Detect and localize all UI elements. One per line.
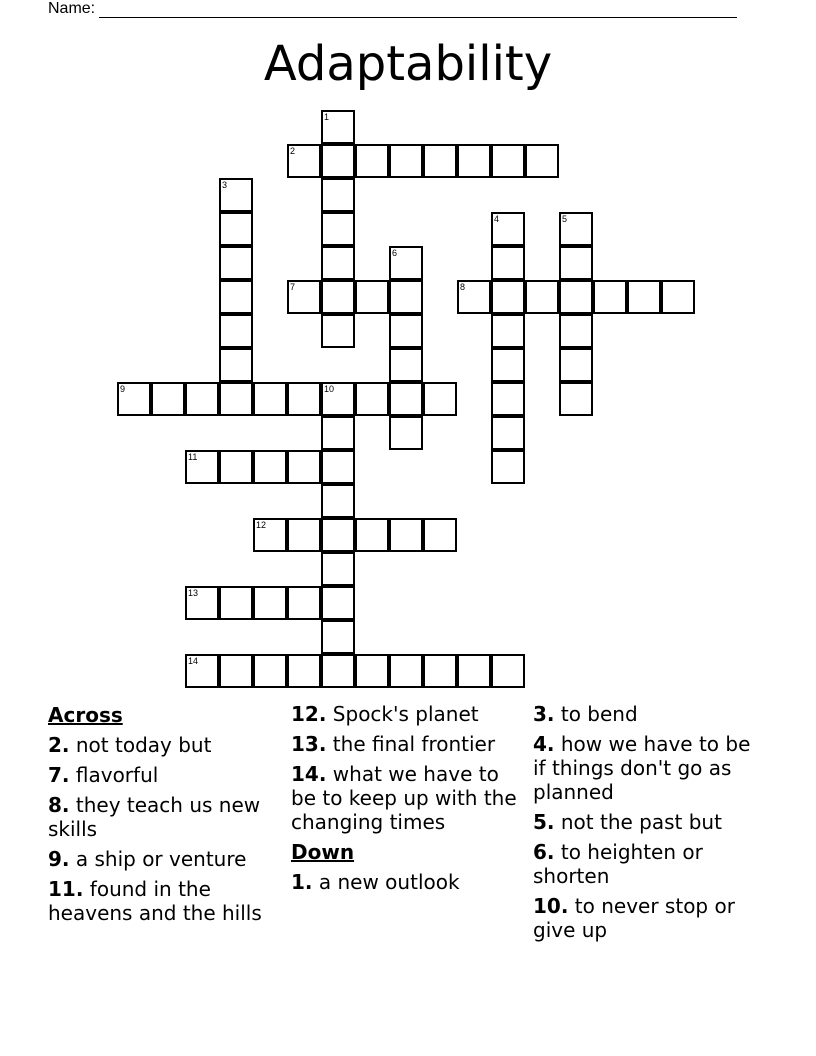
grid-cell[interactable]: [355, 654, 389, 688]
grid-cell[interactable]: [287, 382, 321, 416]
grid-cell[interactable]: [287, 586, 321, 620]
grid-cell[interactable]: [321, 144, 355, 178]
grid-cell[interactable]: [559, 280, 593, 314]
grid-cell[interactable]: [253, 450, 287, 484]
grid-cell[interactable]: [491, 246, 525, 280]
grid-cell[interactable]: [389, 518, 423, 552]
across-heading: Across: [48, 703, 123, 727]
cell-number: 6: [392, 248, 398, 258]
grid-cell[interactable]: [321, 586, 355, 620]
clue-across-9: 9. a ship or venture: [48, 847, 247, 871]
grid-cell[interactable]: [491, 348, 525, 382]
clue-down-4: 4. how we have to be if things don't go as planned: [533, 732, 751, 804]
grid-cell[interactable]: [389, 654, 423, 688]
grid-cell[interactable]: [423, 654, 457, 688]
grid-cell[interactable]: [389, 314, 423, 348]
grid-cell[interactable]: [287, 654, 321, 688]
grid-cell[interactable]: [219, 246, 253, 280]
grid-cell[interactable]: [457, 144, 491, 178]
grid-cell[interactable]: [185, 382, 219, 416]
grid-cell[interactable]: [219, 586, 253, 620]
cell-number: 9: [120, 384, 126, 394]
grid-cell[interactable]: [559, 212, 593, 246]
grid-cell[interactable]: [253, 586, 287, 620]
grid-cell[interactable]: [287, 144, 321, 178]
grid-cell[interactable]: [355, 382, 389, 416]
grid-cell[interactable]: [321, 212, 355, 246]
cell-number: 2: [290, 146, 296, 156]
grid-cell[interactable]: [389, 348, 423, 382]
grid-cell[interactable]: [491, 314, 525, 348]
grid-cell[interactable]: [525, 144, 559, 178]
grid-cell[interactable]: [219, 314, 253, 348]
grid-cell[interactable]: [661, 280, 695, 314]
grid-cell[interactable]: [491, 416, 525, 450]
grid-cell[interactable]: [355, 280, 389, 314]
grid-cell[interactable]: [559, 382, 593, 416]
cell-number: 3: [222, 180, 228, 190]
grid-cell[interactable]: [559, 314, 593, 348]
down-heading: Down: [291, 840, 355, 864]
grid-cell[interactable]: [389, 280, 423, 314]
grid-cell[interactable]: [491, 382, 525, 416]
clue-across-7: 7. flavorful: [48, 763, 159, 787]
grid-cell[interactable]: [219, 178, 253, 212]
grid-cell[interactable]: [593, 280, 627, 314]
grid-cell[interactable]: [627, 280, 661, 314]
grid-cell[interactable]: [321, 110, 355, 144]
clue-across-8: 8. they teach us new skills: [48, 793, 261, 841]
cell-number: 8: [460, 282, 466, 292]
grid-cell[interactable]: [321, 280, 355, 314]
grid-cell[interactable]: [491, 654, 525, 688]
grid-cell[interactable]: [253, 518, 287, 552]
grid-cell[interactable]: [389, 246, 423, 280]
clue-column-1: [48, 702, 284, 931]
clue-down-5: 5. not the past but: [533, 810, 722, 834]
clue-column-3: [533, 702, 769, 948]
cell-number: 5: [562, 214, 568, 224]
grid-cell[interactable]: [117, 382, 151, 416]
grid-cell[interactable]: [219, 382, 253, 416]
grid-cell[interactable]: [321, 246, 355, 280]
clue-across-2: 2. not today but: [48, 733, 212, 757]
grid-cell[interactable]: [355, 518, 389, 552]
grid-cell[interactable]: [491, 144, 525, 178]
clue-across-11: 11. found in the heavens and the hills: [48, 877, 262, 925]
grid-cell[interactable]: [321, 416, 355, 450]
cell-number: 11: [188, 452, 198, 462]
grid-cell[interactable]: [423, 144, 457, 178]
clue-across-12: 12. Spock's planet: [291, 702, 479, 726]
grid-cell[interactable]: [151, 382, 185, 416]
grid-cell[interactable]: [423, 518, 457, 552]
clue-down-1: 1. a new outlook: [291, 870, 460, 894]
grid-cell[interactable]: [321, 620, 355, 654]
grid-cell[interactable]: [321, 178, 355, 212]
clue-across-13: 13. the final frontier: [291, 732, 496, 756]
cell-number: 1: [324, 112, 330, 122]
grid-cell[interactable]: [491, 212, 525, 246]
clue-across-14: 14. what we have to be to keep up with the changing times: [291, 762, 517, 834]
grid-cell[interactable]: [253, 382, 287, 416]
grid-cell[interactable]: [321, 450, 355, 484]
grid-cell[interactable]: [321, 382, 355, 416]
grid-cell[interactable]: [219, 348, 253, 382]
clue-down-3: 3. to bend: [533, 702, 638, 726]
grid-cell[interactable]: [321, 518, 355, 552]
cell-number: 7: [290, 282, 296, 292]
grid-cell[interactable]: [321, 484, 355, 518]
grid-cell[interactable]: [219, 450, 253, 484]
grid-cell[interactable]: [219, 212, 253, 246]
cell-number: 14: [188, 656, 199, 666]
grid-cell[interactable]: [525, 280, 559, 314]
grid-cell[interactable]: [355, 144, 389, 178]
grid-cell[interactable]: [287, 280, 321, 314]
grid-cell[interactable]: [219, 654, 253, 688]
grid-cell[interactable]: [287, 450, 321, 484]
puzzle-title: Adaptability: [263, 36, 553, 92]
clue-down-6: 6. to heighten or shorten: [533, 840, 703, 888]
grid-cell[interactable]: [321, 654, 355, 688]
grid-cell[interactable]: [185, 654, 219, 688]
grid-cell[interactable]: [491, 280, 525, 314]
grid-cell[interactable]: [423, 382, 457, 416]
name-label: Name:: [48, 0, 96, 17]
grid-cell[interactable]: [491, 450, 525, 484]
cell-number: 13: [188, 588, 199, 598]
grid-cell[interactable]: [457, 654, 491, 688]
grid-cell[interactable]: [559, 246, 593, 280]
cell-number: 4: [494, 214, 500, 224]
clue-column-2: [291, 702, 527, 900]
grid-cell[interactable]: [457, 280, 491, 314]
grid-cell[interactable]: [389, 382, 423, 416]
cell-number: 10: [324, 384, 335, 394]
grid-cell[interactable]: [185, 450, 219, 484]
grid-cell[interactable]: [321, 314, 355, 348]
grid-cell[interactable]: [559, 348, 593, 382]
grid-cell[interactable]: [219, 280, 253, 314]
grid-cell[interactable]: [287, 518, 321, 552]
grid-cell[interactable]: [185, 586, 219, 620]
cell-number: 12: [256, 520, 267, 530]
grid-cell[interactable]: [321, 552, 355, 586]
clue-down-10: 10. to never stop or give up: [533, 894, 735, 942]
grid-cell[interactable]: [389, 144, 423, 178]
grid-cell[interactable]: [253, 654, 287, 688]
grid-cell[interactable]: [389, 416, 423, 450]
